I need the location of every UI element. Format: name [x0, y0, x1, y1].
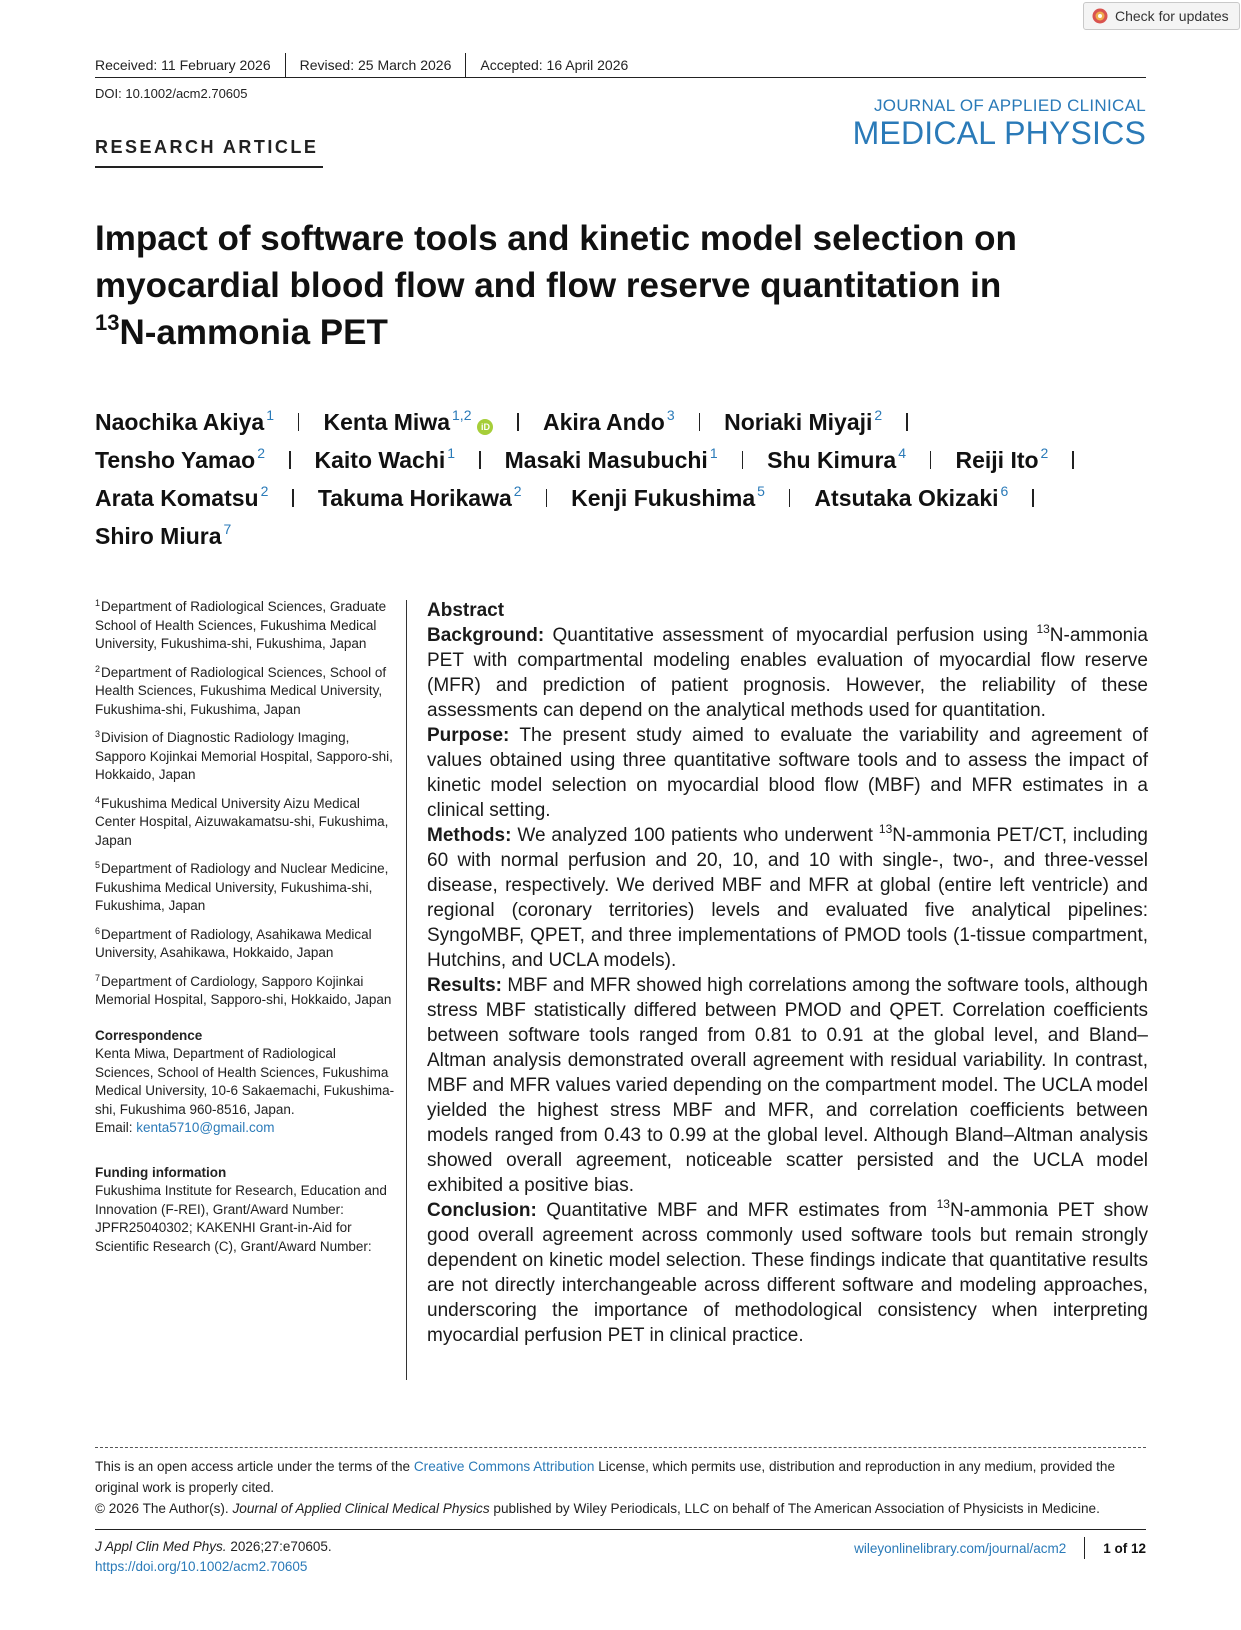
title-line-1: Impact of software tools and kinetic model selection on	[95, 219, 1017, 258]
title-isotope-sup: 13	[95, 310, 120, 335]
author[interactable]: Kenji Fukushima $^5$	[571, 482, 765, 511]
author-separator	[789, 489, 791, 507]
article-title	[95, 215, 1155, 356]
author-affiliation-ref[interactable]: 5	[757, 482, 765, 499]
column-divider	[406, 600, 407, 1380]
author-affiliation-ref[interactable]: 2	[874, 406, 883, 423]
abstract-methods: Methods: We analyzed 100 patients who underwent $^{13}$N-ammonia PET/CT, including 60 with normal perfusion and 20, 10, and 10 with single-, two-, and three-vessel disease, respectively. We derived MBF and MFR at global (entire left ventricle) and regional (coronary territories) levels and evaluated five analytical pipelines: SyngoMBF, QPET, and three implementations of PMOD tools (1-tissue compartment, Hutchins, and UCLA models).	[427, 822, 1148, 971]
article-dates	[95, 54, 628, 76]
author-affiliation-ref[interactable]: 2	[260, 482, 269, 499]
received-date: Received: 11 February 2026	[95, 57, 271, 73]
abstract-conclusion: Conclusion: Quantitative MBF and MFR estimates from $^{13}$N-ammonia PET show good overall agreement across commonly used software tools but remain strongly dependent on kinetic model selection. These findings indicate that quantitative results are not directly interchangeable across different software and modeling approaches, underscoring the importance of methodological consistency when interpreting myocardial perfusion PET in clinical practice.	[427, 1197, 1148, 1346]
author-separator	[292, 489, 294, 507]
correspondence-heading: Correspondence	[95, 1027, 203, 1043]
author-affiliation-ref[interactable]: 1	[266, 406, 274, 423]
footer-citation	[95, 1537, 332, 1577]
abstract-purpose: Purpose: The present study aimed to evaluate the variability and agreement of values obtained using three quantitative software tools and to assess the impact of kinetic model selection on myocardial blood flow (MBF) and MFR estimates in a clinical setting.	[427, 725, 1148, 821]
author-separator	[699, 413, 701, 431]
copyright-text: © 2026 The Author(s). Journal of Applied Clinical Medical Physics published by Wiley Periodicals, LLC on behalf of The American Association of Physicists in Medicine.	[95, 1501, 1100, 1516]
author[interactable]: Kaito Wachi $^1$	[314, 444, 456, 473]
doi-link[interactable]: https://doi.org/10.1002/acm2.70605	[95, 1559, 308, 1574]
journal-name-line1: JOURNAL OF APPLIED CLINICAL	[874, 96, 1146, 115]
author-separator	[546, 489, 548, 507]
author-separator	[1032, 489, 1034, 507]
author-affiliation-ref[interactable]: 7	[223, 520, 232, 537]
journal-site-link[interactable]: wileyonlinelibrary.com/journal/acm2	[854, 1540, 1067, 1556]
author-separator	[742, 451, 744, 469]
author-affiliation-ref[interactable]: 2	[1040, 444, 1049, 461]
author-affiliation-ref[interactable]: 3	[666, 406, 675, 423]
author-affiliation-ref[interactable]: 2	[257, 444, 265, 461]
author[interactable]: Arata Komatsu $^2$	[95, 482, 269, 511]
author[interactable]: Shu Kimura $^4$	[767, 444, 906, 473]
email-link[interactable]: kenta5710@gmail.com	[136, 1120, 275, 1135]
footer-right	[854, 1537, 1146, 1559]
affiliation: $^1$Department of Radiological Sciences, Graduate School of Health Sciences, Fukushima Medical University, Fukushima-shi, Fukushima, Japan	[95, 598, 387, 651]
abstract-heading: Abstract	[427, 600, 505, 621]
affiliation: $^3$Division of Diagnostic Radiology Imaging, Sapporo Kojinkai Memorial Hospital, Sapporo-shi, Hokkaido, Japan	[95, 729, 393, 782]
author[interactable]: Noriaki Miyaji $^2$	[724, 406, 883, 435]
author[interactable]: Masaki Masubuchi $^1$	[504, 444, 718, 473]
author-affiliation-ref[interactable]: 4	[898, 444, 906, 461]
journal-logo	[853, 96, 1146, 150]
author-affiliation-ref[interactable]: 6	[1000, 482, 1009, 499]
journal-name-line2: MEDICAL PHYSICS	[852, 115, 1146, 151]
author-affiliation-ref[interactable]: 1,2	[452, 406, 472, 423]
funding-heading: Funding information	[95, 1164, 227, 1180]
author[interactable]: Akira Ando $^3$	[542, 406, 675, 435]
article-type-underline	[95, 166, 323, 168]
correspondence-address: Kenta Miwa, Department of Radiological Sciences, School of Health Sciences, Fukushima Medical University, 10-6 Sakaemachi, Fukushima-shi, Fukushima 960-8516, Japan.	[95, 1046, 395, 1117]
title-line-3-text: N-ammonia PET	[119, 313, 388, 352]
author[interactable]: Tensho Yamao $^2$	[95, 444, 265, 473]
affiliation: $^6$Department of Radiology, Asahikawa Medical University, Asahikawa, Hokkaido, Japan	[95, 925, 372, 960]
page-number: 1 of 12	[1103, 1540, 1146, 1556]
author[interactable]: Kenta Miwa $^{1,2}$ iD	[323, 409, 493, 436]
revised-date: Revised: 25 March 2026	[299, 57, 452, 73]
footer-divider	[1084, 1537, 1085, 1559]
author-affiliation-ref[interactable]: 2	[513, 482, 522, 499]
author-separator	[906, 413, 908, 431]
author[interactable]: Takuma Horikawa $^2$	[317, 482, 522, 511]
title-line-2: myocardial blood flow and flow reserve quantitation in	[95, 266, 1002, 305]
footer-rule	[95, 1529, 1146, 1530]
title-line-3	[95, 309, 1155, 356]
check-updates-icon	[1092, 8, 1108, 24]
author-separator	[1072, 451, 1074, 469]
author[interactable]: Shiro Miura $^7$	[95, 520, 232, 549]
author[interactable]: Reiji Ito $^2$	[955, 444, 1049, 473]
author-row	[95, 479, 1155, 517]
author-affiliation-ref[interactable]: 1	[709, 444, 718, 461]
citation-details: 2026;27:e70605.	[226, 1539, 332, 1554]
article-type: RESEARCH ARTICLE	[95, 137, 319, 157]
doi-text: DOI: 10.1002/acm2.70605	[95, 86, 248, 101]
side-column	[95, 598, 397, 1256]
license-divider	[95, 1447, 1146, 1448]
author-separator	[479, 451, 481, 469]
citation-journal: J Appl Clin Med Phys.	[95, 1539, 227, 1554]
author[interactable]: Naochika Akiya $^1$	[95, 406, 274, 435]
check-updates-label: Check for updates	[1115, 8, 1229, 24]
author-separator	[930, 451, 932, 469]
cc-license-link[interactable]: Creative Commons Attribution	[413, 1459, 595, 1474]
author-row	[95, 403, 1155, 441]
orcid-icon[interactable]: iD	[477, 419, 493, 435]
license-note	[95, 1456, 1146, 1519]
funding-text: Fukushima Institute for Research, Education and Innovation (F-REI), Grant/Award Number: JPFR25040302; KAKENHI Grant-in-Aid for Scientific Research (C), Grant/Award Number:	[95, 1183, 387, 1254]
affiliation: $^4$Fukushima Medical University Aizu Medical Center Hospital, Aizuwakamatsu-shi, Fukushima, Japan	[95, 794, 389, 848]
abstract-results: Results: MBF and MFR showed high correlations among the software tools, although stress MBF statistically differed between PMOD and QPET. Correlation coefficients between software tools ranged from 0.81 to 0.91 at the global level, and Bland–Altman analysis demonstrated overall agreement with residual variability. In contrast, MBF and MFR values varied depending on the compartment model. The UCLA model yielded the highest stress MBF and MFR, and correlation coefficients between models ranged from 0.43 to 0.99 at the global level. Although Bland–Altman analysis showed overall agreement, noticeable scatter persisted and the UCLA model exhibited a positive bias.	[427, 975, 1148, 1196]
author-row	[95, 441, 1155, 479]
author-separator	[298, 413, 300, 431]
author[interactable]: Atsutaka Okizaki $^6$	[814, 482, 1009, 511]
affiliation: $^5$Department of Radiology and Nuclear Medicine, Fukushima Medical University, Fukushima-shi, Fukushima, Japan	[95, 860, 389, 913]
date-divider	[465, 53, 466, 77]
check-for-updates-button[interactable]	[1083, 2, 1240, 30]
abstract	[427, 598, 1148, 1348]
author-list	[95, 403, 1155, 555]
date-divider	[285, 53, 286, 77]
abstract-background: Background: Quantitative assessment of myocardial perfusion using $^{13}$N-ammonia PET with compartmental modeling enables evaluation of myocardial flow reserve (MFR) and prediction of patient prognosis. However, the reliability of these assessments can depend on the analytical methods used for quantitation.	[427, 622, 1148, 721]
author-separator	[517, 413, 519, 431]
header-rule	[95, 77, 1146, 78]
author-row	[95, 517, 1155, 555]
license-text: This is an open access article under the terms of the Creative Commons Attribution License, which permits use, distribution and reproduction in any medium, provided the original work is properly cited.	[95, 1459, 1116, 1495]
accepted-date: Accepted: 16 April 2026	[480, 57, 629, 73]
correspondence-text	[95, 1045, 397, 1138]
affiliation: $^2$Department of Radiological Sciences, School of Health Sciences, Fukushima Medical University, Fukushima-shi, Fukushima, Japan	[95, 663, 387, 717]
email-label: Email:	[95, 1120, 137, 1135]
author-affiliation-ref[interactable]: 1	[447, 444, 456, 461]
affiliation: $^7$Department of Cardiology, Sapporo Kojinkai Memorial Hospital, Sapporo-shi, Hokkaido, Japan	[95, 972, 392, 1007]
author-separator	[289, 451, 291, 469]
